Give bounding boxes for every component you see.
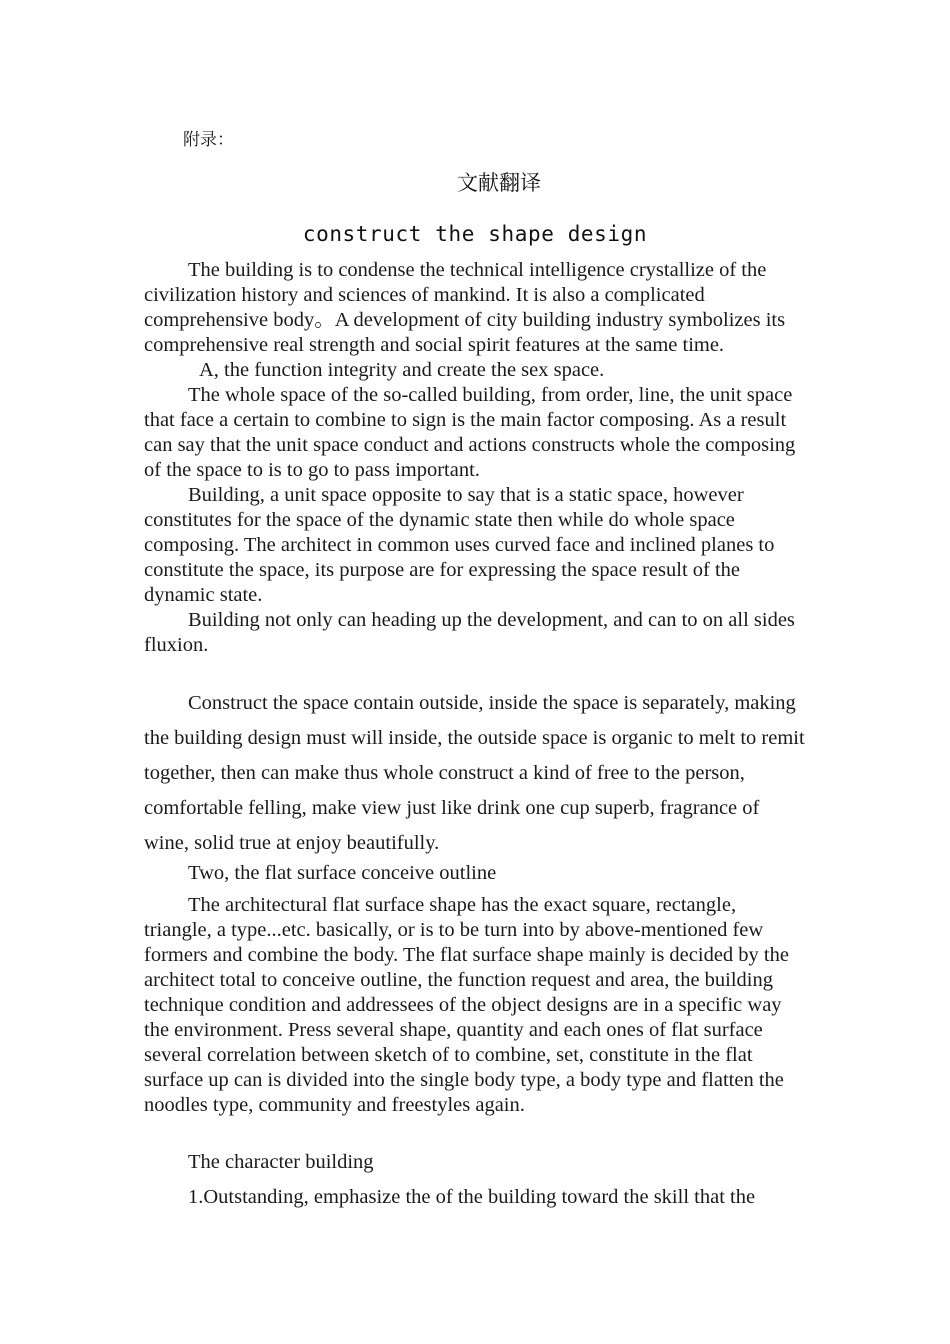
english-title: construct the shape design xyxy=(302,222,648,246)
paragraph-construct-space: Construct the space contain outside, inside the space is separately, making the building design must will inside, the outside space is organic to melt to remit together, then can make thus whole construct a kind of free to the person, comfortable felling, make view just like drink one cup superb, fragrance of wine, solid true at enjoy beautifully. xyxy=(144,692,805,854)
paragraph-flat-surface: The architectural flat surface shape has the exact square, rectangle, triangle, a type...etc. basically, or is to be turn into by above-mentioned few formers and combine the body. The flat surface shape mainly is decided by the architect total to conceive outline, the function request and area, the building technique condition and addressees of the object designs are in a specific way the environment. Press several shape, quantity and each ones of flat surface several correlation between sketch of to combine, set, constitute in the flat surface up can is divided into the single body type, a body type and flatten the noodles type, community and freestyles again. xyxy=(144,894,789,1116)
body-section-5 xyxy=(144,1145,808,1215)
body-section-1 xyxy=(144,258,808,658)
body-section-3 xyxy=(144,861,808,886)
body-section-2 xyxy=(144,686,808,861)
chinese-title: 文献翻译 xyxy=(457,171,541,195)
paragraph-intro: The building is to condense the technical intelligence crystallize of the civilization history and sciences of mankind. It is also a complicated comprehensive body。A development of city building industry symbolizes its comprehensive real strength and social spirit features at the same time. xyxy=(144,259,786,356)
body-section-4 xyxy=(144,893,808,1118)
paragraph-fluxion: Building not only can heading up the development, and can to on all sides fluxion. xyxy=(144,609,795,656)
appendix-label: 附录： xyxy=(183,130,234,150)
paragraph-unit-space: Building, a unit space opposite to say that is a static space, however constitutes for the space of the dynamic state then while do whole space composing. The architect in common uses curved face and inclined planes to constitute the space, its purpose are for expressing the space result of the dynamic state. xyxy=(144,484,775,606)
section-heading-two: Two, the flat surface conceive outline xyxy=(188,862,497,884)
section-heading-a: A, the function integrity and create the sex space. xyxy=(199,359,605,381)
section-heading-character: The character building xyxy=(188,1151,374,1173)
paragraph-whole-space: The whole space of the so-called building, from order, line, the unit space that face a certain to combine to sign is the main factor composing. As a result can say that the unit space conduct and actions constructs whole the composing of the space to is to go to pass important. xyxy=(144,384,796,481)
list-item-1: 1.Outstanding, emphasize the of the building toward the skill that the xyxy=(188,1186,756,1208)
